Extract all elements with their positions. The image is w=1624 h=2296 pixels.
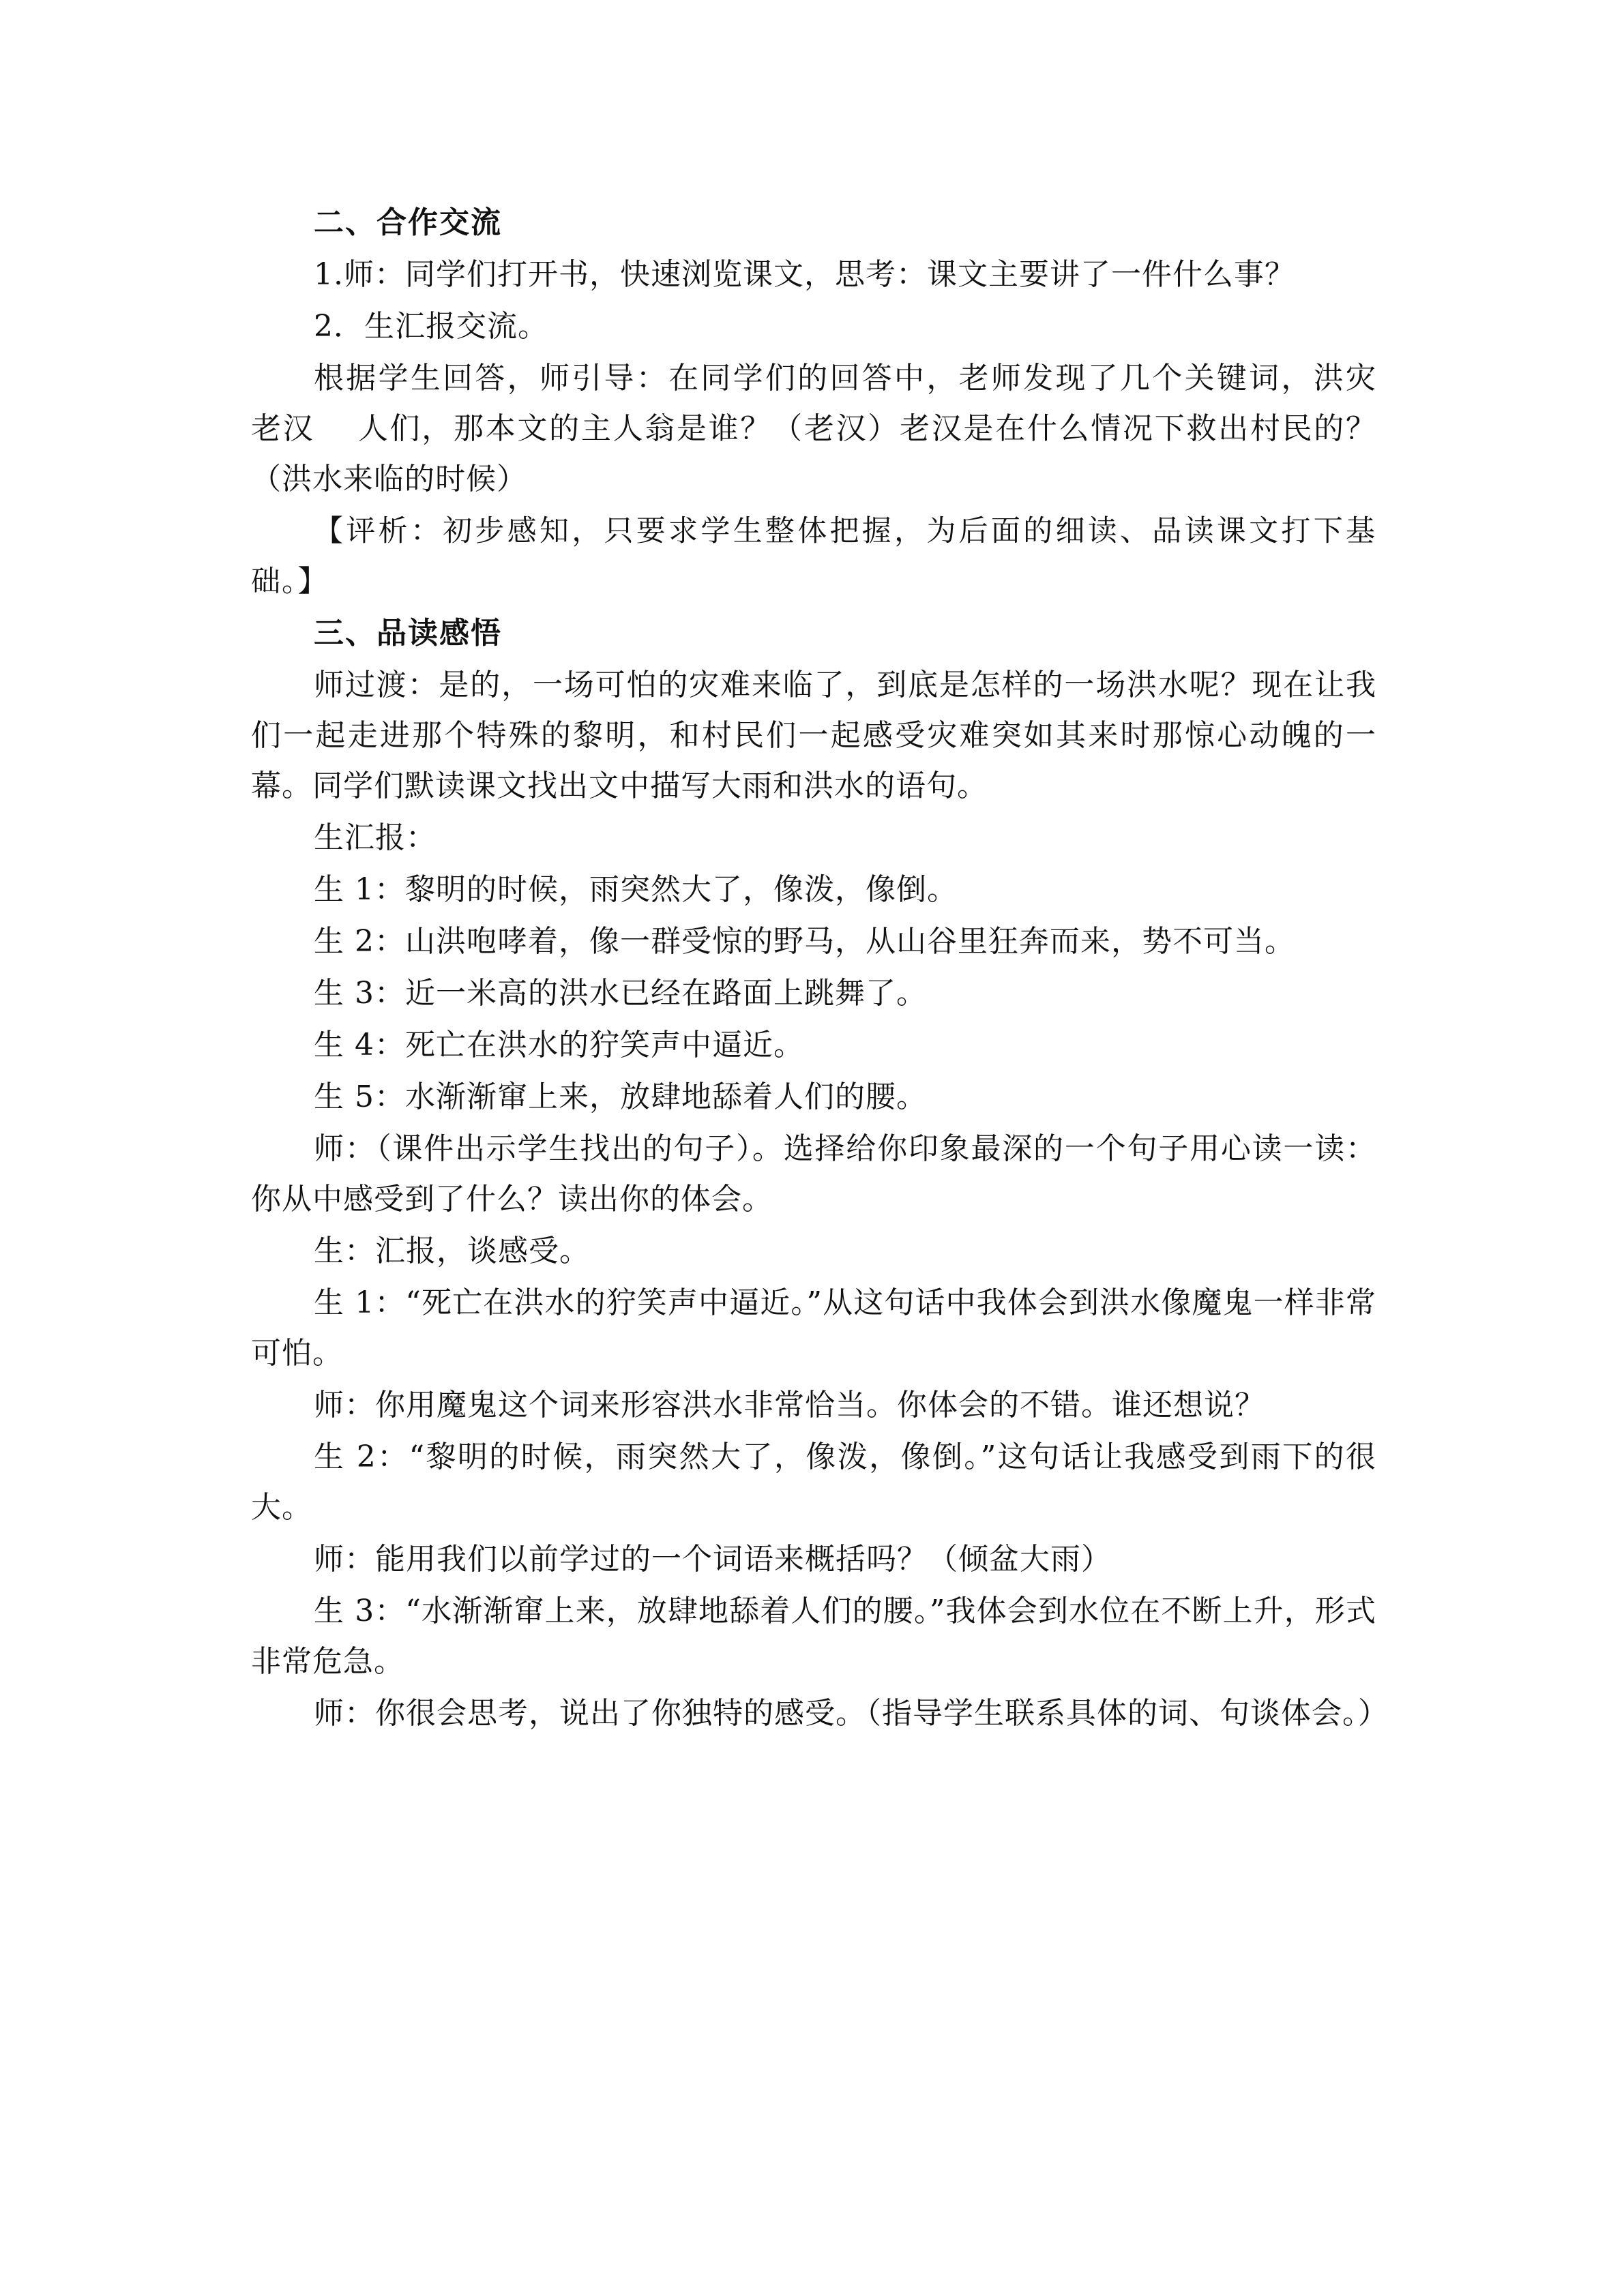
- paragraph: 生 4：死亡在洪水的狞笑声中逼近。: [314, 1028, 804, 1062]
- paragraph: 1.师：同学们打开书，快速浏览课文，思考：课文主要讲了一件什么事？: [314, 257, 1295, 292]
- paragraph: 师：能用我们以前学过的一个词语来概括吗？（倾盆大雨）: [314, 1542, 1112, 1577]
- section-heading-cooperation: 二、合作交流: [314, 205, 502, 240]
- paragraph: 师：（课件出示学生找出的句子）。选择给你印象最深的一个句子用心读一读：你从中感受到了什么？读出你的体会。: [251, 1131, 1376, 1217]
- paragraph: 师过渡：是的，一场可怕的灾难来临了，到底是怎样的一场洪水呢？现在让我们一起走进那个特殊的黎明，和村民们一起感受灾难突如其来时那惊心动魄的一幕。同学们默读课文找出文中描写大雨和洪水的语句。: [251, 668, 1376, 803]
- paragraph: 师：你很会思考，说出了你独特的感受。（指导学生联系具体的词、句谈体会。）: [314, 1696, 1389, 1731]
- paragraph: 生汇报：: [314, 820, 437, 855]
- paragraph: 生 5：水渐渐窜上来，放肆地舔着人们的腰。: [314, 1079, 927, 1114]
- paragraph: 生 2：山洪咆哮着，像一群受惊的野马，从山谷里狂奔而来，势不可当。: [314, 924, 1295, 959]
- section-heading-reading: 三、品读感悟: [314, 616, 502, 651]
- paragraph: 生：汇报，谈感受。: [314, 1234, 590, 1268]
- evaluation-comment: 【评析：初步感知，只要求学生整体把握，为后面的细读、品读课文打下基础。】: [251, 514, 1376, 599]
- paragraph: 生 1：“死亡在洪水的狞笑声中逼近。”从这句话中我体会到洪水像魔鬼一样非常可怕。: [251, 1285, 1376, 1371]
- document-body: [251, 198, 1417, 1740]
- paragraph: 生 1：黎明的时候，雨突然大了，像泼，像倒。: [314, 872, 958, 907]
- paragraph: 师：你用魔鬼这个词来形容洪水非常恰当。你体会的不错。谁还想说？: [314, 1388, 1265, 1422]
- paragraph: 根据学生回答，师引导：在同学们的回答中，老师发现了几个关键词，洪灾 老汉 人们，那本文的主人翁是谁？（老汉）老汉是在什么情况下救出村民的？（洪水来临的时候）: [251, 361, 1417, 496]
- paragraph: 2．生汇报交流。: [314, 309, 548, 344]
- paragraph: 生 2：“黎明的时候，雨突然大了，像泼，像倒。”这句话让我感受到雨下的很大。: [251, 1440, 1376, 1525]
- paragraph: 生 3：“水渐渐窜上来，放肆地舔着人们的腰。”我体会到水位在不断上升，形式非常危急。: [251, 1594, 1376, 1679]
- paragraph: 生 3：近一米高的洪水已经在路面上跳舞了。: [314, 976, 927, 1011]
